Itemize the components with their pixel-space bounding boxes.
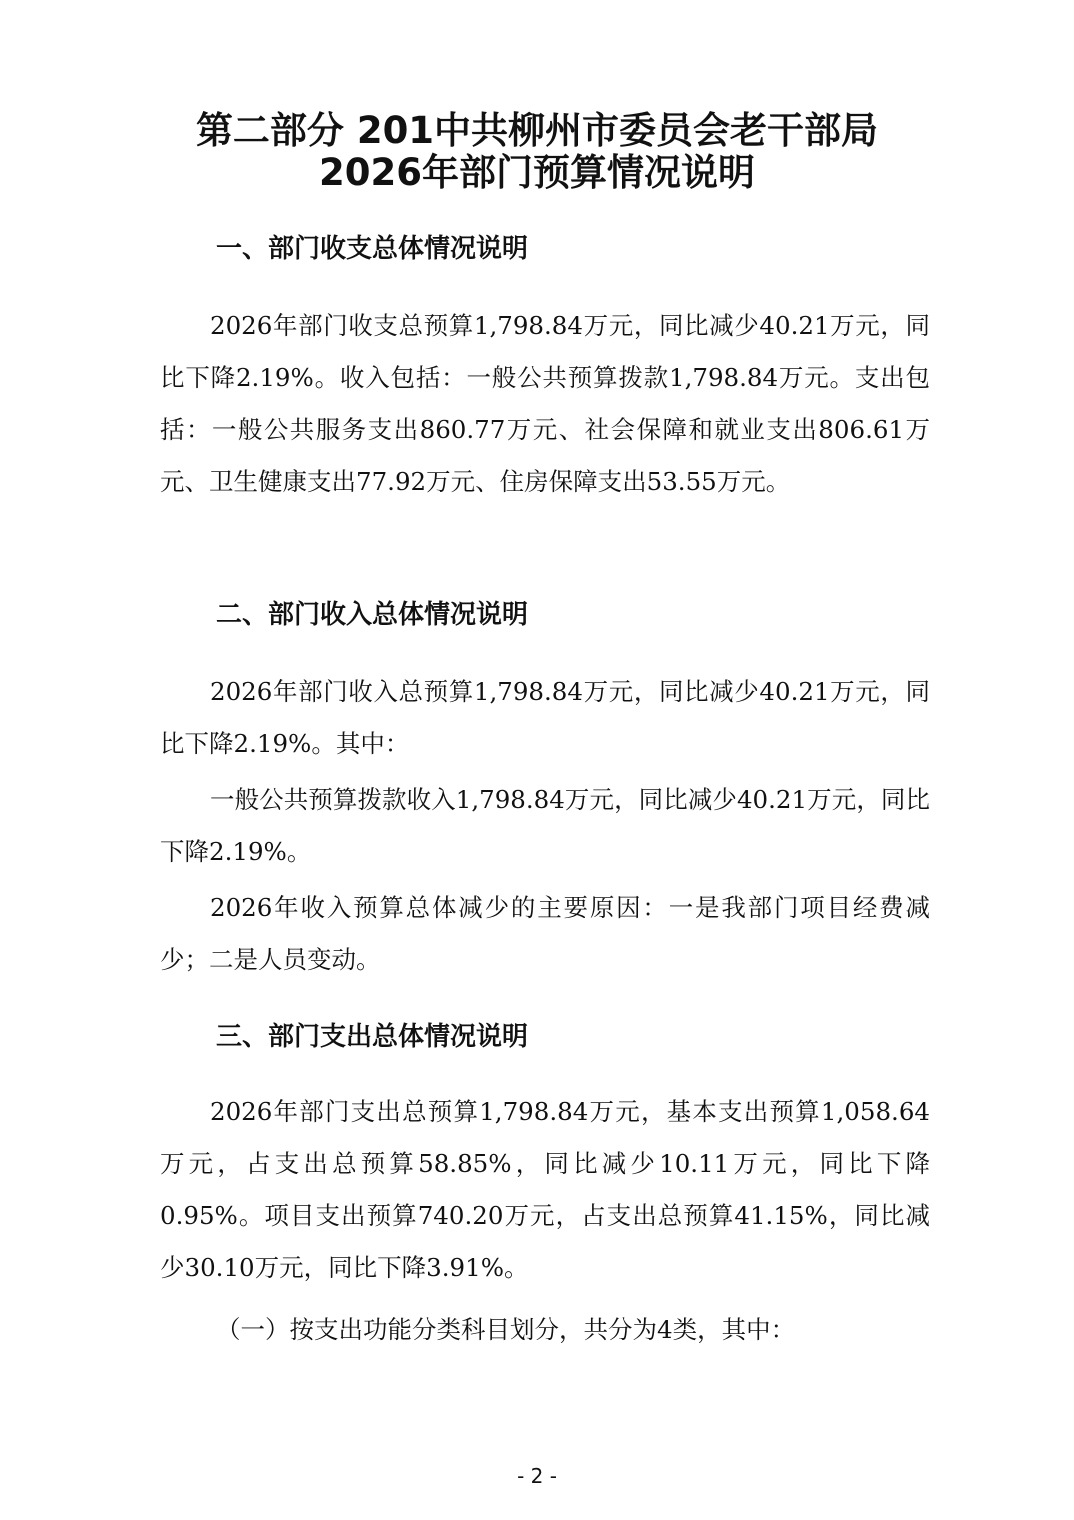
section-heading-2: 二、部门收入总体情况说明 bbox=[216, 600, 529, 630]
section-3-paragraph-2: （一）按支出功能分类科目划分，共分为4类，其中： bbox=[216, 1315, 796, 1344]
page-number: - 2 - bbox=[517, 1464, 557, 1488]
section-2-paragraph-1: 2026年部门收入总预算1,798.84万元，同比减少40.21万元，同比下降2.19%。其中： bbox=[160, 677, 930, 758]
section-2-paragraph-2: 一般公共预算拨款收入1,798.84万元，同比减少40.21万元，同比下降2.19%。 bbox=[160, 785, 930, 866]
page-title-line-1: 第二部分 201中共柳州市委员会老干部局 bbox=[195, 109, 879, 152]
section-1-paragraph-1: 2026年部门收支总预算1,798.84万元，同比减少40.21万元，同比下降2.19%。收入包括：一般公共预算拨款1,798.84万元。支出包括：一般公共服务支出860.77万元、社会保障和就业支出806.61万元、卫生健康支出77.92万元、住房保障支出53.55万元。 bbox=[160, 311, 930, 496]
page-title-line-2: 2026年部门预算情况说明 bbox=[319, 151, 755, 194]
section-heading-3: 三、部门支出总体情况说明 bbox=[216, 1022, 529, 1052]
section-heading-1: 一、部门收支总体情况说明 bbox=[216, 234, 529, 264]
section-3-paragraph-1: 2026年部门支出总预算1,798.84万元，基本支出预算1,058.64万元，占支出总预算58.85%，同比减少10.11万元，同比下降0.95%。项目支出预算740.20万元，占支出总预算41.15%，同比减少30.10万元，同比下降3.91%。 bbox=[160, 1097, 930, 1282]
section-2-paragraph-3: 2026年收入预算总体减少的主要原因：一是我部门项目经费减少；二是人员变动。 bbox=[160, 893, 930, 974]
